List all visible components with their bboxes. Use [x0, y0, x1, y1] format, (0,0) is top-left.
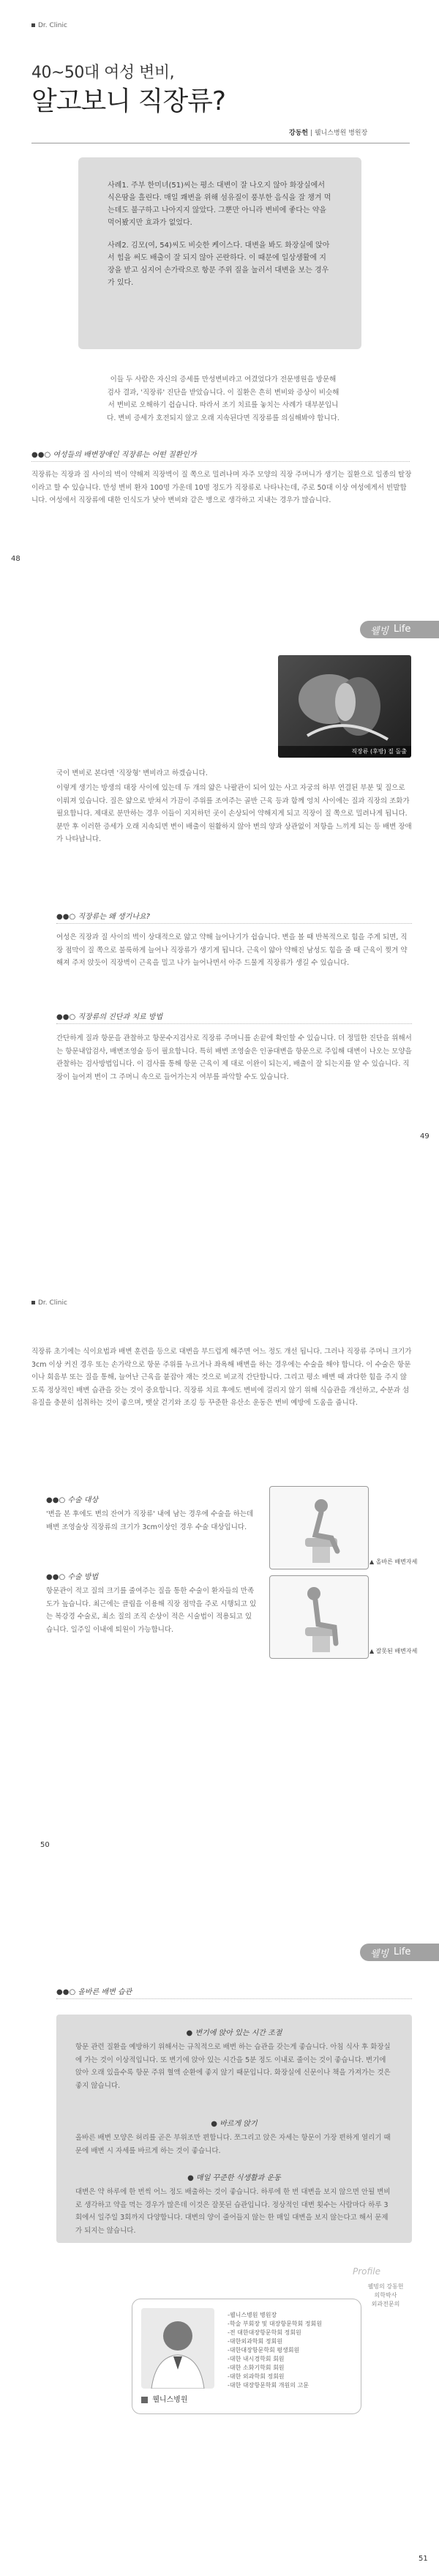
habits-tips-box — [56, 2015, 412, 2243]
surgery-method-text: 항문관이 적고 질의 크기를 줄여주는 질을 통한 수술이 환자들의 만족도가 높습니다. 최근에는 클립을 이용해 직장 점막을 주로 시행되고 있는 복강경 수술로, 최소 질의 조직 손상이 적은 시술법이 적용되고 있습니다. 일주일 이내에 퇴원이 가능합니다. — [46, 1587, 257, 1634]
page2-line-1: 국이 변비로 본다면 '직장형' 변비라고 하겠습니다. — [56, 769, 208, 777]
page-number: 49 — [420, 1132, 429, 1140]
surgery-info-panel — [31, 1486, 270, 1698]
doctor-label — [353, 2282, 419, 2309]
life-tab-label-a: 웰빙 — [370, 626, 389, 637]
hospital-logo-icon — [141, 2397, 148, 2403]
case-paragraph-2: 사례2. 김모(여, 54)씨도 비슷한 케이스다. 대변을 봐도 화장실에 앉아서 힘을 써도 배출이 잘 되지 않아 곤란하다. 이 때문에 일상생활에 지장을 받고 심지어 손가락으로 항문 주위 질을 눌러서 대변을 보는 경우가 있다. — [108, 242, 330, 287]
doctor-portrait-icon — [141, 2308, 214, 2389]
surgery-target-text: '변을 본 후에도 변의 잔여가 직장류' 내에 남는 경우에 수술을 하는데 배변 조영술상 직장류의 크기가 3cm이상인 경우 수술 대상입니다. — [46, 1510, 254, 1531]
tip-3-body: 대변은 약 하루에 한 번씩 어느 정도 배출하는 것이 좋습니다. 하루에 한 번 대변을 보지 않으면 안될 변비로 생각하고 약을 먹는 경우가 많은데 이것은 잘못된 습관입니다. 정상적인 대변 횟수는 사람마다 하루 3회에서 일주일 3회까지 다양합니다. 대변의 양이 줄어들지 않는 한 매일 대변을 보지 않는다고 해서 문제가 되지는 않습니다. — [75, 2188, 391, 2235]
case-summary-box — [78, 157, 361, 349]
tip-2-body: 올바른 배변 모양은 허리를 곧은 부위조만 편합니다. 쪼그리고 앉은 자세는 항문이 가장 편하게 열리기 때문에 배변 시 자세를 바르게 하는 것이 좋습니다. — [75, 2134, 391, 2155]
profile-line: -대한 내시경학회 회원 — [228, 2356, 285, 2362]
subhead-underline — [31, 461, 410, 462]
subhead-surgery-target: ●●○ 수술 대상 — [46, 1496, 99, 1504]
profile-line: -대한 외과학회 정회원 — [228, 2373, 285, 2380]
page-number: 50 — [40, 1841, 50, 1849]
doctor-profile-list — [228, 2311, 356, 2390]
profile-tag: Profile — [353, 2266, 380, 2277]
life-tab-label-a: 웰빙 — [370, 1949, 389, 1960]
rectocele-illustration — [278, 655, 411, 758]
body-cause: 여성은 직장과 질 사이의 벽이 상대적으로 얇고 약해 늘어나기가 쉽습니다. 변을 볼 때 반복적으로 힘을 주게 되면, 직장 점막이 질 쪽으로 불룩하게 늘어나 직장류가 생기게 됩니다. 근육이 얇아 약해진 남성도 힘을 줄 때 근육이 찢겨 약해져 주저 앉듯이 직장벽이 근육을 밀고 나가 늘어나면서 아주 드물게 직장류가 생길 수 있습니다. — [56, 933, 408, 967]
author-affiliation: | 웰니스병원 병원장 — [309, 130, 368, 137]
image-caption: 직장류 (후방) 질 돌출 — [278, 746, 411, 758]
pelvis-anatomy-icon — [278, 655, 411, 758]
toilet-posture-correct-icon — [270, 1487, 368, 1569]
profile-line: -전 대한대장항문학회 정회원 — [228, 2329, 301, 2336]
doctor-photo — [141, 2308, 214, 2389]
wellbeing-life-tab — [360, 621, 439, 638]
hospital-logo: 웰니스병원 — [141, 2393, 188, 2404]
page-number: 51 — [419, 2555, 428, 2563]
tip-1-heading: ● 변기에 앉아 있는 시간 조절 — [186, 2029, 282, 2037]
correct-posture-illustration — [269, 1486, 369, 1569]
wrong-posture-illustration — [269, 1575, 369, 1659]
doctor-label-line-2: 의학박사 — [374, 2292, 397, 2299]
doctor-profile-box — [132, 2299, 361, 2414]
article-title-top: 40~50대 여성 변비, — [31, 64, 175, 82]
tip-3-heading: ● 매일 꾸준한 식생활과 운동 — [187, 2174, 281, 2182]
subhead-underline-4 — [56, 1998, 412, 1999]
page-number: 48 — [11, 555, 20, 563]
subhead-underline-3 — [56, 1023, 412, 1024]
author-name: 강동헌 — [289, 130, 309, 137]
page2-paragraph-1: 이렇게 생기는 방생의 대장 사이에 있는데 두 개의 얇은 나팔관이 되어 있는 사고 자궁의 하부 연결된 부분 및 질으로 이뤄져 있습니다. 질은 얇으로 받쳐서 가끔이 주위를 조여주는 골반 근육 등과 함께 엉치 사이에는 질과 직장의 조화가 필요합니다. 제대로 분만하는 경우 이들이 지지하던 곳이 손상되어 약해지게 되고 직장이 질 쪽으로 밀려나게 됩니다. 분만 후 이러한 증세가 오래 지속되면 변이 배출이 원활하지 않아 변의 양과 상관없이 저항을 느끼게 되는 등 배변 장애가 나타납니다. — [56, 784, 412, 843]
life-tab-label-b: Life — [394, 624, 411, 635]
subhead-habits: ●●○ 올바른 배변 습관 — [56, 1988, 132, 1996]
section-bullet-icon — [31, 1301, 35, 1304]
correct-posture-caption: ▲ 올바른 배변자세 — [369, 1558, 418, 1565]
section-label: Dr. Clinic — [31, 22, 67, 29]
profile-line: -대한 대장항문학회 개원의 고문 — [228, 2382, 309, 2389]
profile-line: -대한대장항문학회 평생회원 — [228, 2347, 300, 2353]
profile-line: -웰니스병원 병원장 — [228, 2312, 277, 2318]
tip-2-heading: ● 바르게 앉기 — [211, 2120, 258, 2128]
author-byline — [289, 127, 367, 137]
body-what-is: 직장류는 직장과 질 사이의 벽이 약해져 직장벽이 질 쪽으로 밀려나며 자주 모양의 직장 주머니가 생기는 질환으로 일종의 탈장이라고 할 수 있습니다. 만성 변비 환자 100명 가운데 10명 정도가 직장류로 나타나는데, 주로 50대 이상 여성에게서 빈발합니다. 여성에서 직장류에 대한 인식도가 낮아 변비와 같은 병으로 생각하고 지내는 경우가 많습니다. — [31, 471, 412, 504]
toilet-posture-wrong-icon — [270, 1576, 368, 1658]
case-paragraph-1: 사례1. 주부 한미녀(51)씨는 평소 대변이 잘 나오지 않아 화장실에서 식은땀을 흘린다. 매일 쾌변을 위해 섬유질이 풍부한 음식을 잘 챙겨 먹는데도 불구하고 나아지지 않았다. 그뿐만 아니라 변비에 좋다는 약을 먹어봤지만 효과가 없었다. — [108, 182, 331, 227]
subhead-surgery-method: ●●○ 수술 방법 — [46, 1573, 99, 1581]
doctor-label-line-1: 웰빙의 강동헌 — [367, 2283, 404, 2290]
subhead-what-is: ●●○ 여성들의 배변장애인 직장류는 어떤 질환인가 — [31, 451, 197, 459]
body-diagnosis: 간단하게 질과 항문을 관찰하고 항문수지검사로 직장류 주머니를 손끝에 확인할 수 있습니다. 더 정밀한 진단을 위해서는 항문내압검사, 배변조영술 등이 필요합니다. 특히 배변 조영술은 인공대변을 항문으로 주입해 대변이 나오는 모양을 관찰하는 검사방법입니다. 이 검사를 통해 항문 근육이 제 대로 이완이 되는지, 배출이 잘 되는지를 알 수 있습니다. 직장이 늘어져 변이 그 주머니 속으로 들어가는지 여부를 파악할 수도 있습니다. — [56, 1034, 412, 1081]
profile-line: -대한 소화기학회 회원 — [228, 2364, 285, 2371]
section-label: Dr. Clinic — [31, 1299, 67, 1307]
wellbeing-life-tab — [360, 1944, 439, 1961]
tip-1-body: 항문 관련 질환을 예방하기 위해서는 규칙적으로 배변 하는 습관을 갖는게 좋습니다. 아침 식사 후 화장실에 가는 것이 이상적입니다. 또 변기에 앉아 있는 시간을 5분 정도 이내로 줄이는 것이 좋습니다. 변기에 앉아 오래 있을수록 항문 주위 혈액 순환에 좋지 않기 때문입니다. 화장실에 신문이나 책을 가져가는 것은 좋지 않습니다. — [75, 2043, 391, 2090]
intro-paragraph: 이들 두 사람은 자신의 증세를 만성변비라고 여겼었다가 전문병원을 방문해 검사 결과, '직장류' 진단을 받았습니다. 이 질환은 흔히 변비와 증상이 비슷해서 변비로 오해하기 쉽습니다. 따라서 조기 치료를 놓치는 사례가 대부분입니다. 변비 증세가 호전되지 않고 오래 지속된다면 직장류를 의심해봐야 합니다. — [107, 376, 339, 422]
life-tab-label-b: Life — [394, 1946, 411, 1957]
profile-line: -학술 부회장 및 대장항문학회 정회원 — [228, 2321, 322, 2327]
section-bullet-icon — [31, 23, 35, 27]
article-title-main: 알고보니 직장류? — [31, 86, 225, 116]
wrong-posture-caption: ▲ 잘못된 배변자세 — [369, 1648, 418, 1654]
subhead-diagnosis: ●●○ 직장류의 진단과 치료 방법 — [56, 1013, 163, 1021]
profile-line: -대한외과학회 정회원 — [228, 2338, 282, 2345]
treatment-paragraph: 직장류 초기에는 식이요법과 배변 훈련을 등으로 대변을 부드럽게 해주면 어느 정도 개선 됩니다. 그러나 직장류 주머니 크기가 3cm 이상 커진 경우 또는 손가락으로 항문 주위를 누르거나 좌욕해 배변을 하는 경우에는 수술을 해야 합니다. 이 수술은 항문이나 회음부 또는 질을 통해, 늘어난 근육을 붙잡아 재는 것으로 비교적 간단합니다. 그리고 평소 배변 때 과다한 힘을 주지 않도록 정상적인 배변 습관을 갖는 것이 중요합니다. 직장류 치료 후에도 변비에 걸리지 않기 위해 식습관을 개선하고, 수분과 섬유질을 충분히 섭취하는 것이 좋으며, 뱃살 걷기와 조깅 등 꾸준한 유산소 운동은 변비 예방에 도움을 줍니다. — [31, 1348, 412, 1407]
subhead-cause: ●●○ 직장류는 왜 생기나요? — [56, 913, 150, 921]
subhead-underline-2 — [56, 923, 412, 924]
doctor-label-line-3: 외과전문의 — [371, 2301, 400, 2307]
